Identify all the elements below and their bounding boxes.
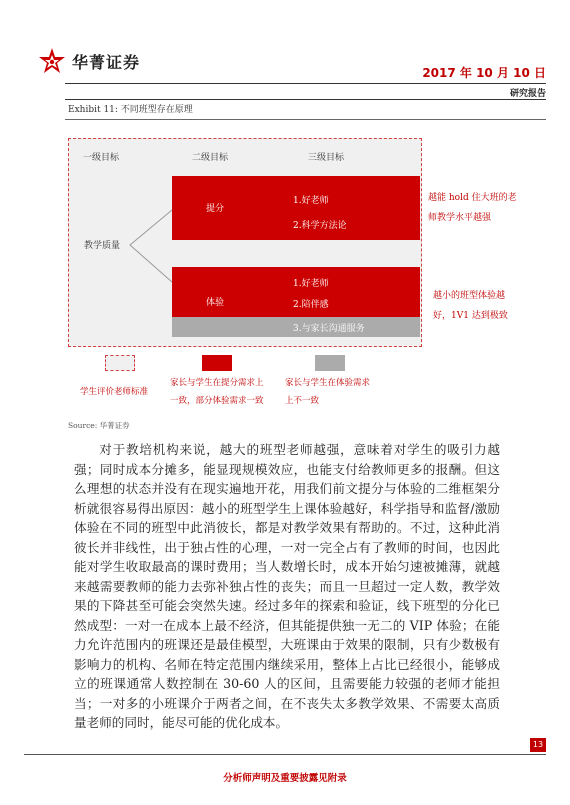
exhibit-top-rule <box>65 99 546 100</box>
level3-score-item: 2.科学方法论 <box>293 221 347 231</box>
level3-experience-item: 2.陪伴感 <box>293 300 329 310</box>
body-paragraph: 对于教培机构来说，越大的班型老师越强，意味着对学生的吸引力越强；同时成本分摊多，能显现规模效应，也能支付给教师更多的报酬。但这么理想的状态并没有在现实遍地开花，用我们前文提分与体验的二维框架分析就很容易得出原因：越小的班型学生上课体验越好，科学指导和监督/激励体验在不同的班型中此消彼长，都是对教学效果有帮助的。不过，这种此消彼长并非线性，出于独占性的心理，一对一完全占有了教师的时间，也因此能对学生收取最高的课时费用；当人数增长时，成本开始匀速被摊薄，就越来越需要教师的能力去弥补独占性的丧失；而且一旦超过一定人数，教学效果的下降甚至可能会突然失速。经过多年的探索和验证，线下班型的分化已然成型：一对一在成本上最不经济，但其能提供独一无二的 VIP 体验；在能力允许范围内的班课还是最佳模型，大班课由于效果的限制，只有少数极有影响力的机构、名师在特定范围内继续采用，整体上占比已经很小，能够成立的班课通常人数控制在 30-60 人的区间，且需要能力较强的老师才能担当；一对多的小班课介于两者之间，在不丧失太多教学效果、不需要太高质量老师的同时，能尽可能的优化成本。 <box>74 442 500 730</box>
legend-label <box>285 374 370 410</box>
level3-experience-item: 1.好老师 <box>293 279 329 289</box>
legend-label-line: 家长与学生在提分需求上 <box>170 378 264 388</box>
exhibit-title-rule <box>65 119 546 120</box>
disclaimer-link: 分析师声明及重要披露见附录 <box>223 773 347 784</box>
legend-label-line: 一致，部分体验需求一致 <box>170 396 264 406</box>
level2-experience: 体验 <box>206 298 225 308</box>
branch-connector <box>128 190 174 290</box>
note-large-class <box>428 188 517 228</box>
brand-name: 华菁证券 <box>72 53 141 72</box>
legend-swatch-red <box>202 355 232 371</box>
header-divider <box>65 83 546 84</box>
exhibit-title: Exhibit 11: 不同班型存在原理 <box>68 105 193 115</box>
legend-label-line: 家长与学生在体验需求 <box>285 378 371 388</box>
report-type: 研究报告 <box>509 89 546 99</box>
note-line: 越能 hold 住大班的老 <box>428 193 517 203</box>
legend-label-line: 上不一致 <box>285 396 320 406</box>
legend-label: 学生评价老师标准 <box>80 387 149 397</box>
source-note: Source: 华菁证券 <box>68 421 130 430</box>
brand-logo-icon <box>38 47 66 75</box>
note-small-class <box>433 286 508 326</box>
page-number: 13 <box>530 738 546 752</box>
column-header-level1: 一级目标 <box>83 153 120 163</box>
footer-divider <box>24 754 546 755</box>
column-header-level3: 三级目标 <box>308 153 345 163</box>
level3-score-item: 1.好老师 <box>293 196 329 206</box>
note-line: 好，1V1 达到极致 <box>433 311 508 321</box>
report-date: 2017 年 10 月 10 日 <box>422 66 546 80</box>
legend-label <box>170 374 264 410</box>
legend-swatch-dashed <box>105 355 135 371</box>
note-line: 越小的班型体验越 <box>433 291 506 301</box>
root-goal: 教学质量 <box>84 241 121 251</box>
level3-parent-service: 3.与家长沟通服务 <box>293 324 365 334</box>
column-header-level2: 二级目标 <box>192 153 229 163</box>
note-line: 师教学水平越强 <box>428 213 492 223</box>
level2-score: 提分 <box>206 204 225 214</box>
legend-swatch-gray <box>315 355 345 371</box>
